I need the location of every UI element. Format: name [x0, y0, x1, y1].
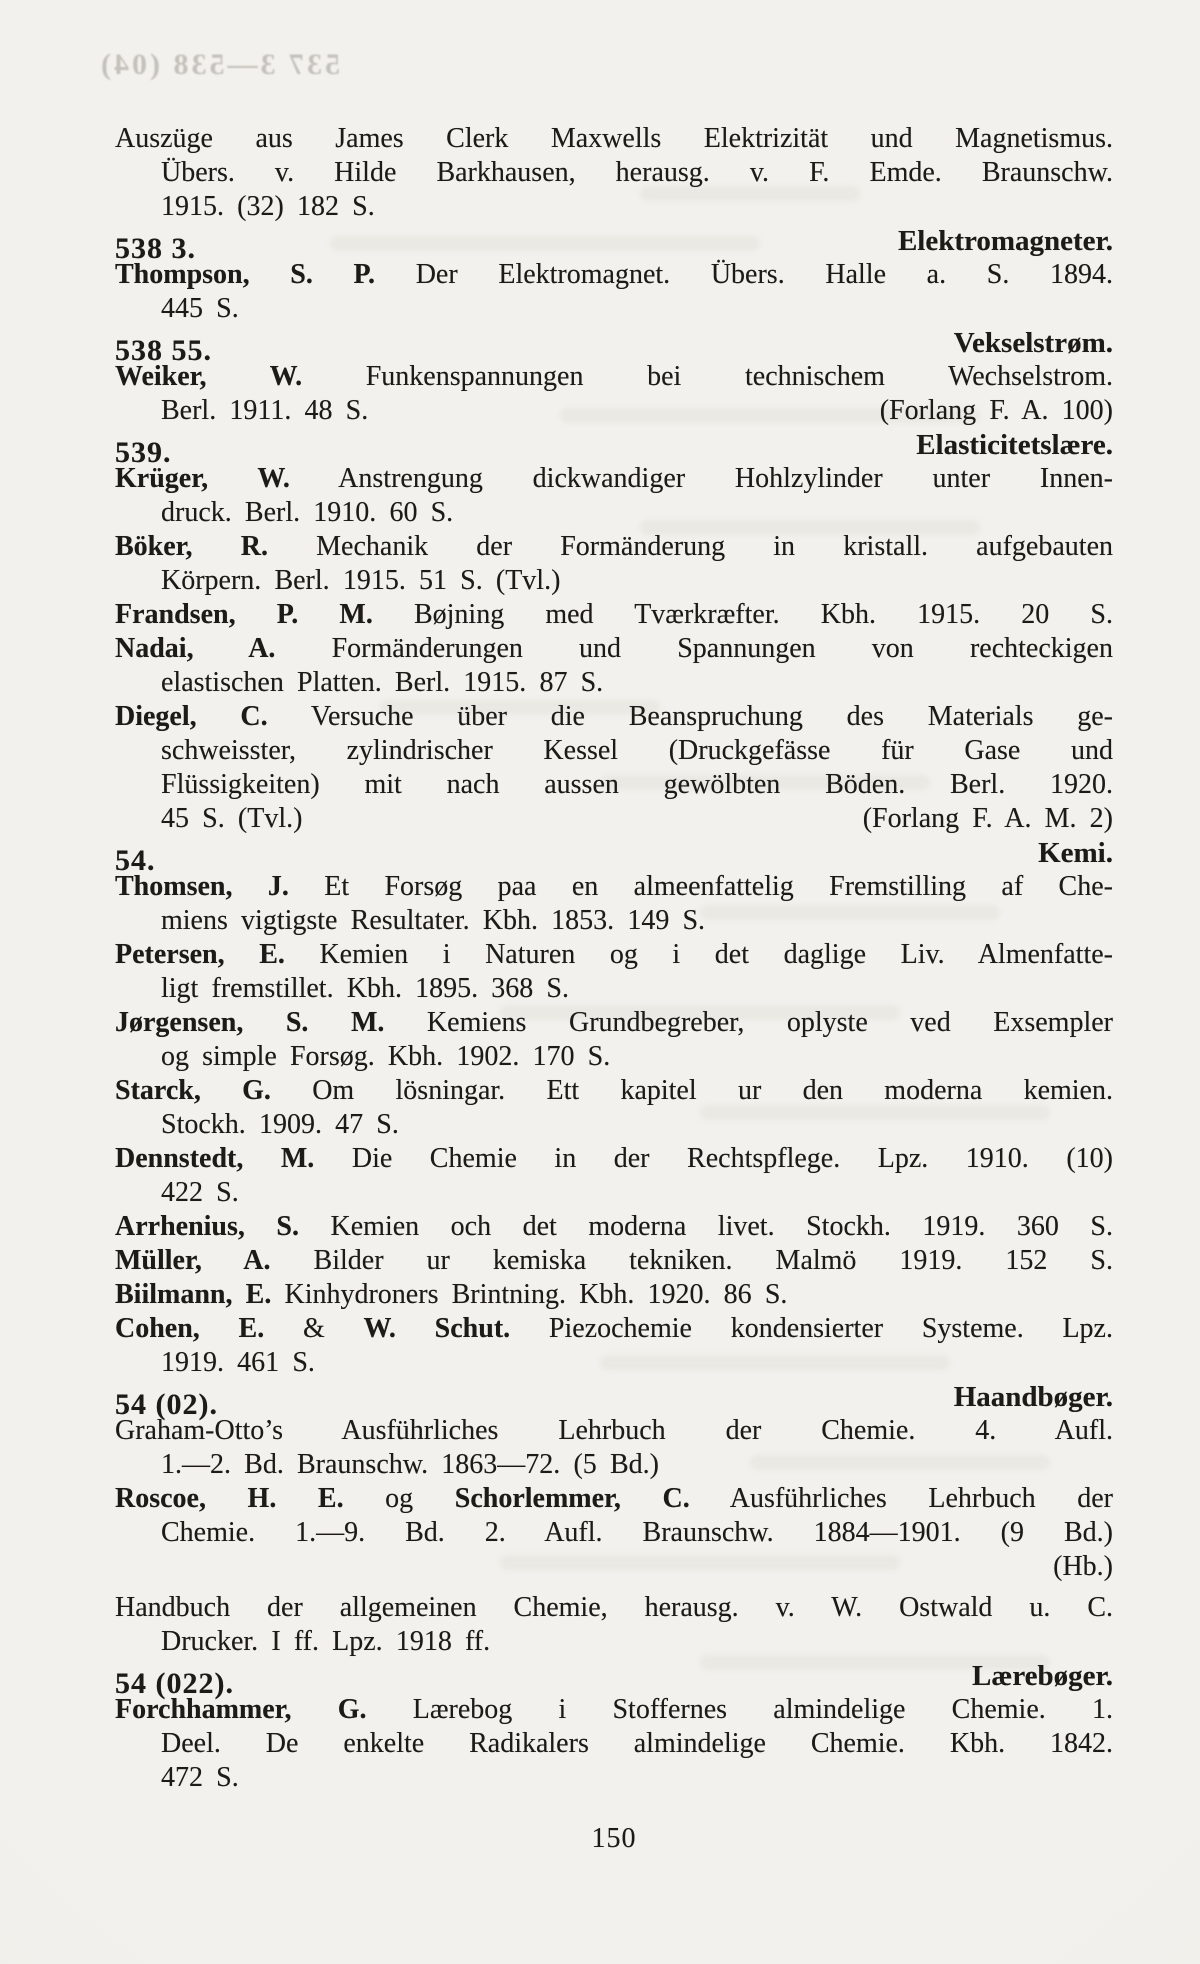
- entry-line: [115, 904, 1113, 938]
- entry-line: [115, 530, 1113, 564]
- entry-line: [115, 632, 1113, 666]
- entry-line: [115, 1516, 1113, 1550]
- entry-line-text: [115, 1694, 1113, 1725]
- entry-line-text: [115, 463, 1113, 494]
- author-name: Arrhenius, S.: [115, 1211, 299, 1242]
- author-name: Krüger, W.: [115, 463, 290, 494]
- entry-text: &: [264, 1313, 364, 1344]
- author-name: Cohen, E.: [115, 1313, 265, 1344]
- section-heading-row: [115, 836, 1113, 877]
- section-category: Lærebøger.: [972, 1660, 1113, 1692]
- section-category: Elasticitetslære.: [916, 429, 1113, 461]
- section-number: 538 55.: [115, 334, 212, 367]
- entry-text: Lærebog i Stoffernes almindelige Chemie. 1.: [366, 1694, 1113, 1725]
- author-name: Frandsen, P. M.: [115, 599, 373, 630]
- entry-line-text: [115, 633, 1113, 664]
- entry-text: ligt fremstillet. Kbh. 1895. 368 S.: [161, 973, 570, 1004]
- entry-text: Anstrengung dickwandiger Hohlzylinder unter Innen-: [289, 463, 1113, 494]
- catalog-entry: [115, 360, 1113, 428]
- section-number: 54 (022).: [115, 1667, 234, 1700]
- entry-line-text: [161, 802, 302, 836]
- entry-line-text: [161, 1449, 659, 1480]
- entry-text: Stockh. 1909. 47 S.: [161, 1109, 399, 1140]
- catalog-entry: [115, 462, 1113, 530]
- entry-text: (Hb.): [1053, 1551, 1113, 1582]
- entry-line-text: [115, 259, 1113, 290]
- catalog-entry: [115, 1414, 1113, 1482]
- content: [115, 122, 1113, 1855]
- bleedthrough-ghost-header: 537 3—538 (04): [98, 48, 340, 81]
- entry-line: [115, 768, 1113, 802]
- entry-line: [115, 258, 1113, 292]
- author-name: Biilmann, E.: [115, 1279, 272, 1310]
- entry-line: [115, 1074, 1113, 1108]
- entry-line: [115, 1591, 1113, 1625]
- catalog-entry: [115, 122, 1113, 224]
- entry-line: [115, 1244, 1113, 1278]
- entry-line-text: [161, 1041, 610, 1072]
- entry-line-text: [115, 1143, 1113, 1174]
- entry-line-text: [161, 497, 453, 528]
- entry-text: Piezochemie kondensierter Systeme. Lpz.: [510, 1313, 1113, 1344]
- entry-text: Mechanik der Formänderung in kristall. aufgebauten: [267, 531, 1113, 562]
- section-category: Haandbøger.: [953, 1381, 1113, 1413]
- entry-text: Der Elektromagnet. Übers. Halle a. S. 1894.: [375, 259, 1113, 290]
- section-heading-row: [115, 224, 1113, 265]
- section-heading-row: [115, 326, 1113, 367]
- section-category: Elektromagneter.: [897, 225, 1113, 257]
- entry-line-text: [115, 1592, 1113, 1623]
- entry-text: Übers. v. Hilde Barkhausen, herausg. v. F. Emde. Braunschw.: [161, 157, 1113, 188]
- entry-line: [115, 1278, 1113, 1312]
- shelf-mark: (Forlang F. A. 100): [879, 395, 1113, 426]
- entry-line-text: [115, 1313, 1113, 1344]
- entry-line: [115, 462, 1113, 496]
- entry-line-text: [161, 1728, 1113, 1759]
- shelf-mark: (Forlang F. A. M. 2): [862, 803, 1113, 834]
- entry-text: Flüssigkeiten) mit nach aussen gewölbten Böden. Berl. 1920.: [161, 769, 1113, 800]
- entry-text: Bilder ur kemiska tekniken. Malmö 1919. 152 S.: [270, 1245, 1113, 1276]
- entry-line-text: [161, 1626, 490, 1657]
- section-category: Kemi.: [1038, 837, 1113, 869]
- author-name: Thompson, S. P.: [115, 259, 376, 290]
- entry-text: druck. Berl. 1910. 60 S.: [161, 497, 454, 528]
- entry-text: Kemien och det moderna livet. Stockh. 1919. 360 S.: [299, 1211, 1113, 1242]
- author-name: Müller, A.: [115, 1245, 271, 1276]
- entry-text: Kemiens Grundbegreber, oplyste ved Exsempler: [384, 1007, 1113, 1038]
- entry-line-text: [161, 769, 1113, 800]
- page-number: 150: [591, 1823, 637, 1854]
- section-number: 54.: [115, 844, 156, 877]
- entry-line: [115, 1693, 1113, 1727]
- entry-line: [115, 496, 1113, 530]
- entry-text: Bøjning med Tværkræfter. Kbh. 1915. 20 S.: [372, 599, 1113, 630]
- entry-line: [115, 1625, 1113, 1659]
- author-name: Roscoe, H. E.: [115, 1483, 344, 1514]
- entry-line: [115, 1176, 1113, 1210]
- entry-line-text: [115, 1245, 1113, 1276]
- author-name: Diegel, C.: [115, 701, 268, 732]
- entry-text: miens vigtigste Resultater. Kbh. 1853. 149 S.: [161, 905, 706, 936]
- entry-text: Et Forsøg paa en almeenfattelig Fremstilling af Che-: [288, 871, 1113, 902]
- catalog-entry: [115, 1210, 1113, 1244]
- entry-line: [115, 1761, 1113, 1795]
- entry-line-text: [161, 565, 560, 596]
- entry-text: Kinhydroners Brintning. Kbh. 1920. 86 S.: [271, 1279, 788, 1310]
- catalog-entry: [115, 1074, 1113, 1142]
- catalog-entry: [115, 1006, 1113, 1074]
- entry-line: [115, 1414, 1113, 1448]
- entry-line: [115, 700, 1113, 734]
- entry-line-text: [161, 157, 1113, 188]
- entry-line: [115, 870, 1113, 904]
- catalog-entry: [115, 598, 1113, 632]
- entry-line: [115, 156, 1113, 190]
- catalog-entry: [115, 632, 1113, 700]
- entry-text: schweisster, zylindrischer Kessel (Druckgefässe für Gase und: [161, 735, 1113, 766]
- entry-line-text: [161, 1517, 1113, 1548]
- entry-text: 445 S.: [161, 293, 239, 324]
- author-name: Dennstedt, M.: [115, 1143, 315, 1174]
- entry-line-text: [161, 394, 368, 428]
- entry-text: Berl. 1911. 48 S.: [161, 395, 369, 426]
- entry-text: Versuche über die Beanspruchung des Materials ge-: [267, 701, 1113, 732]
- catalog-entry: [115, 1482, 1113, 1584]
- author-name: Petersen, E.: [115, 939, 285, 970]
- author-name: Böker, R.: [115, 531, 268, 562]
- section-number: 539.: [115, 436, 172, 469]
- entry-line-text: [1053, 1551, 1113, 1582]
- entry-text: 1.—2. Bd. Braunschw. 1863—72. (5 Bd.): [161, 1449, 659, 1480]
- entry-line-text: [161, 973, 569, 1004]
- entry-line: [115, 1312, 1113, 1346]
- entry-text: og simple Forsøg. Kbh. 1902. 170 S.: [161, 1041, 611, 1072]
- catalog-entry: [115, 870, 1113, 938]
- catalog-entry: [115, 938, 1113, 1006]
- entry-line-text: [115, 531, 1113, 562]
- entry-line-text: [161, 1347, 315, 1378]
- entry-text: Drucker. I ff. Lpz. 1918 ff.: [161, 1626, 491, 1657]
- entry-text: 45 S. (Tvl.): [161, 803, 303, 834]
- entry-line-text: [161, 191, 375, 222]
- section-heading-row: [115, 1659, 1113, 1700]
- entry-line-text: [115, 599, 1113, 630]
- section-heading-row: [115, 428, 1113, 469]
- entry-line: [115, 122, 1113, 156]
- entry-line-text: [115, 701, 1113, 732]
- entry-text: Funkenspannungen bei technischem Wechselstrom.: [302, 361, 1113, 392]
- catalog-entry: [115, 258, 1113, 326]
- entry-line-text: [161, 1762, 239, 1793]
- entry-line: [115, 190, 1113, 224]
- entry-line-text: [115, 1483, 1113, 1514]
- author-name: Weiker, W.: [115, 361, 303, 392]
- entry-line: [115, 1142, 1113, 1176]
- entry-line: [115, 292, 1113, 326]
- entry-line: [115, 1346, 1113, 1380]
- entry-line-text: [115, 1211, 1113, 1242]
- author-name: Nadai, A.: [115, 633, 276, 664]
- entry-text: Chemie. 1.—9. Bd. 2. Aufl. Braunschw. 1884—1901. (9 Bd.): [161, 1517, 1113, 1548]
- entry-text: Die Chemie in der Rechtspflege. Lpz. 1910. (10): [314, 1143, 1113, 1174]
- entry-line: [115, 1482, 1113, 1516]
- entry-line-text: [115, 939, 1113, 970]
- entry-text: og: [343, 1483, 455, 1514]
- entry-text: 422 S.: [161, 1177, 239, 1208]
- catalog-entry: [115, 1312, 1113, 1380]
- catalog-entry: [115, 530, 1113, 598]
- section-number: 54 (02).: [115, 1388, 218, 1421]
- entry-line-text: [115, 123, 1113, 154]
- catalog-entry: [115, 1244, 1113, 1278]
- entry-text: 1915. (32) 182 S.: [161, 191, 375, 222]
- entry-line: [115, 1006, 1113, 1040]
- author-name: Schorlemmer, C.: [454, 1483, 690, 1514]
- section-number: 538 3.: [115, 232, 196, 265]
- entry-text: Kemien i Naturen og i det daglige Liv. Almenfatte-: [284, 939, 1113, 970]
- entry-line: [115, 598, 1113, 632]
- entry-line: [115, 360, 1113, 394]
- entry-line: [115, 802, 1113, 836]
- entry-line: [115, 938, 1113, 972]
- entry-line: [115, 1550, 1113, 1584]
- author-name: Thomsen, J.: [115, 871, 289, 902]
- entry-line: [115, 972, 1113, 1006]
- entry-line: [115, 1448, 1113, 1482]
- catalog-entry: [115, 1278, 1113, 1312]
- entry-line-text: [161, 735, 1113, 766]
- entry-text: Formänderungen und Spannungen von rechteckigen: [275, 633, 1113, 664]
- entry-line: [115, 1108, 1113, 1142]
- entry-line: [115, 1727, 1113, 1761]
- entry-line: [115, 1210, 1113, 1244]
- entry-line-text: [161, 1177, 239, 1208]
- entry-line-text: [115, 1075, 1113, 1106]
- author-name: Starck, G.: [115, 1075, 271, 1106]
- entry-line-text: [115, 1007, 1113, 1038]
- entry-text: Handbuch der allgemeinen Chemie, herausg. v. W. Ostwald u. C.: [115, 1592, 1113, 1623]
- catalog-entry: [115, 700, 1113, 836]
- section-heading-row: [115, 1380, 1113, 1421]
- catalog-entry: [115, 1591, 1113, 1659]
- entry-text: Auszüge aus James Clerk Maxwells Elektrizität und Magnetismus.: [115, 123, 1113, 154]
- entry-text: 1919. 461 S.: [161, 1347, 315, 1378]
- entry-text: Ausführliches Lehrbuch der: [689, 1483, 1114, 1514]
- author-name: Jørgensen, S. M.: [115, 1007, 385, 1038]
- entry-text: 472 S.: [161, 1762, 239, 1793]
- entry-line: [115, 666, 1113, 700]
- entry-line: [115, 394, 1113, 428]
- catalog-entry: [115, 1142, 1113, 1210]
- entry-line: [115, 564, 1113, 598]
- entry-text: Om lösningar. Ett kapitel ur den moderna kemien.: [270, 1075, 1113, 1106]
- entry-line-text: [115, 361, 1113, 392]
- entry-line-text: [115, 1279, 787, 1310]
- author-name: W. Schut.: [363, 1313, 511, 1344]
- entry-line: [115, 734, 1113, 768]
- entry-line: [115, 1040, 1113, 1074]
- entry-text: Körpern. Berl. 1915. 51 S. (Tvl.): [161, 565, 561, 596]
- entry-line-text: [115, 871, 1113, 902]
- entry-line-text: [161, 905, 705, 936]
- catalog-entry: [115, 1693, 1113, 1795]
- entry-text: elastischen Platten. Berl. 1915. 87 S.: [161, 667, 604, 698]
- section-category: Vekselstrøm.: [953, 327, 1113, 359]
- entry-line-text: [161, 1109, 399, 1140]
- entry-line-text: [161, 667, 603, 698]
- entry-text: Graham-Otto’s Ausführliches Lehrbuch der Chemie. 4. Aufl.: [115, 1415, 1113, 1446]
- entry-line-text: [161, 293, 239, 324]
- entry-line-text: [115, 1415, 1113, 1446]
- entry-text: Deel. De enkelte Radikalers almindelige Chemie. Kbh. 1842.: [161, 1728, 1113, 1759]
- author-name: Forchhammer, G.: [115, 1694, 367, 1725]
